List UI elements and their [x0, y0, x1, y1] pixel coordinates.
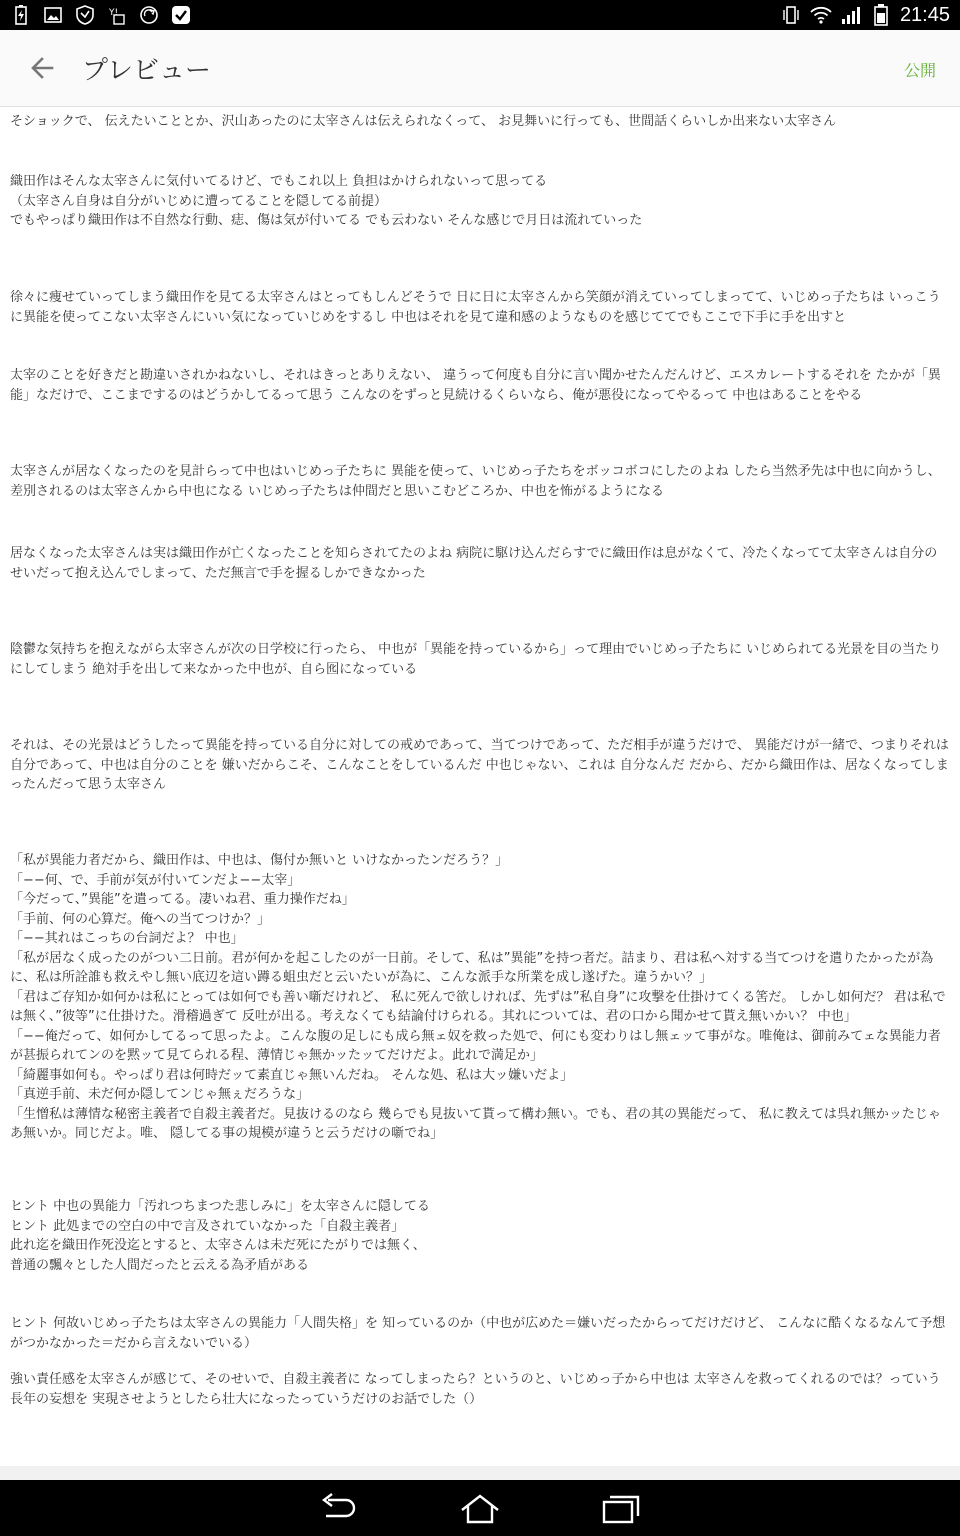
hint-block: ヒント 何故いじめっ子たちは太宰さんの異能力「人間失格」を 知っているのか（中也が広めた＝嫌いだったからってだけだけど、 こんなに酷くなるなんて予想がつかなかった＝だから言えないでいる） — [10, 1316, 946, 1351]
battery-charging-icon — [10, 4, 32, 26]
navigation-bar — [0, 1480, 960, 1536]
hint-block: ヒント 中也の異能力「汚れつちまつた悲しみに」を太宰さんに隠してる ヒント 此処までの空白の中で言及されていなかった「自殺主義者」 此れ迄を織田作死没迄とすると、太宰さんは未だ死にたがりでは無く、 普通の飄々とした人間だったと云える為矛盾がある — [10, 1199, 430, 1273]
status-time: 21:45 — [899, 4, 950, 26]
dialogue-block: 「私が異能力者だから、織田作は、中也は、傷付か無いと いけなかったンだろう？」 「−−何、で、手前が気が付いてンだよ−−太宰」 「今だって、”異能”を遣ってる。凄いね君、重力操作だね」 「手前、何の心算だ。俺への当てつけか？」 「−−其れはこっちの台詞だよ？ 中也」 「私が居なく成ったのがつい二日前。君が何かを起こしたのが一日前。そして、私は”異能”を持つ者だ。詰まり、君は私へ対する当てつけを遣りたかったが為に、私は所詮誰も救えやし無い底辺を這い蹲る蛆虫だと云いたいが為に、こんな派手な所業を成し遂げた。違うかい？」 「君はご存知か如何かは私にとっては如何でも善い噺だけれど、 私に死んで欲しければ、先ずは”私自身”に攻撃を仕掛けてくる筈だ。 しかし如何だ？ 君は私では無く、”彼等”に仕掛けた。滑稽過ぎて 反吐が出る。考えなくても結論付けられる。其れについては、君の口から聞かせて貰え無いかい？ 中也」 「−−俺だって、如何かしてるって思ったよ。こんな腹の足しにも成ら無ェ奴を救った処で、何にも変わりはし無ェッて事がな。唯俺は、御前みてェな異能力者が甚振られてンのを黙ッて見てられる程、薄情じゃ無かッたッてだけだよ。此れで満足か」 「綺麗事如何も。やっぱり君は何時だッて素直じゃ無いんだね。 そんな処、私は大ッ嫌いだよ」 「真逆手前、未だ何か隠してンじゃ無ぇだろうな」 「生憎私は薄情な秘密主義者で自殺主義者だ。見抜けるのなら 幾らでも見抜いて貰って構わ無い。でも、君の其の異能だって、 私に教えては呉れ無かッたじゃあ無いか。同じだよ。唯、 隠してる事の規模が違うと云うだけの噺でね」 — [10, 853, 946, 1141]
status-bar-system — [780, 3, 950, 27]
nav-back-button[interactable] — [316, 1492, 360, 1524]
vibrate-icon — [780, 4, 802, 26]
paragraph: 太宰さんが居なくなったのを見計らって中也はいじめっ子たちに 異能を使って、いじめっ子たちをボッコボコにしたのよね したら当然矛先は中也に向かうし、差別されるのは太宰さんから中也になる いじめっ子たちは仲間だと思いこむどころか、中也を怖がるようになる — [10, 464, 941, 499]
sync-icon — [138, 4, 160, 26]
paragraph: 太宰のことを好きだと勘違いされかねないし、それはきっとありえない、 違うって何度も自分に言い聞かせたんだんけど、エスカレートするそれを たかが「異能」なだけで、ここまでするのはどうかしてるって思う こんなのをずっと見続けるくらいなら、俺が悪役になってやるって 中也はあることをやる — [10, 368, 941, 403]
back-button[interactable] — [22, 48, 62, 88]
battery-icon — [870, 4, 892, 26]
signal-icon — [840, 4, 862, 26]
preview-content[interactable] — [0, 106, 960, 1466]
nav-recent-button[interactable] — [598, 1492, 642, 1524]
bottom-divider — [0, 1466, 960, 1480]
paragraph: そショックで、 伝えたいこととか、沢山あったのに太宰さんは伝えられなくって、 お見舞いに行っても、世間話くらいしか出来ない太宰さん — [10, 114, 837, 129]
sim-icon — [106, 4, 128, 26]
recent-apps-icon — [598, 1492, 642, 1524]
wifi-icon — [810, 4, 832, 26]
paragraph: 織田作はそんな太宰さんに気付いてるけど、でもこれ以上 負担はかけられないって思ってる （太宰さん自身は自分がいじめに遭ってることを隠してる前提） でもやっぱり織田作は不自然な行動、痣、傷は気が付いてる でも云わない そんな感じで月日は流れていった — [10, 174, 643, 228]
publish-button[interactable]: 公開 — [903, 61, 936, 80]
shield-icon — [74, 4, 96, 26]
image-icon — [42, 4, 64, 26]
back-icon — [316, 1492, 360, 1524]
paragraph: 居なくなった太宰さんは実は織田作が亡くなったことを知らされてたのよね 病院に駆け込んだらすでに織田作は息がなくて、冷たくなってて太宰さんは自分のせいだって抱え込んでしまって、ただ無言で手を握るしかできなかった — [10, 546, 938, 581]
app-header — [0, 30, 960, 107]
arrow-left-icon — [22, 48, 62, 88]
paragraph: それは、その光景はどうしたって異能を持っている自分に対しての戒めであって、当てつけであって、ただ相手が違うだけで、 異能だけが一緒で、つまりそれは自分であって、中也は自分のことを 嫌いだからこそ、こんなことをしているんだ 中也じゃない、これは 自分なんだ だから、だから織田作は、居なくなってしまったんだって思う太宰さん — [10, 738, 949, 792]
status-bar-notifications — [10, 4, 192, 26]
home-icon — [458, 1492, 502, 1524]
paragraph: 徐々に痩せていってしまう織田作を見てる太宰さんはとってもしんどそうで 日に日に太宰さんから笑顔が消えていってしまってて、いじめっ子たちは いっこうに異能を使ってこない太宰さんにいい気になっていじめをするし 中也はそれを見て違和感のようなものを感じててでもここで下手に手を出すと — [10, 290, 941, 325]
check-icon — [170, 4, 192, 26]
paragraph: 陰鬱な気持ちを抱えながら太宰さんが次の日学校に行ったら、 中也が「異能を持っているから」って理由でいじめっ子たちに いじめられてる光景を目の当たりにしてしまう 絶対手を出して来なかった中也が、自ら囮になっている — [10, 642, 942, 677]
status-bar — [0, 0, 960, 30]
nav-home-button[interactable] — [458, 1492, 502, 1524]
page-title: プレビュー — [82, 56, 211, 86]
paragraph: 強い責任感を太宰さんが感じて、そのせいで、自殺主義者に なってしまったら？というのと、いじめっ子から中也は 太宰さんを救ってくれるのでは？っていう長年の妄想を 実現させようとしたら壮大になったっていうだけのお話でした（） — [10, 1372, 941, 1407]
svg-text:Y!: Y! — [109, 8, 119, 18]
